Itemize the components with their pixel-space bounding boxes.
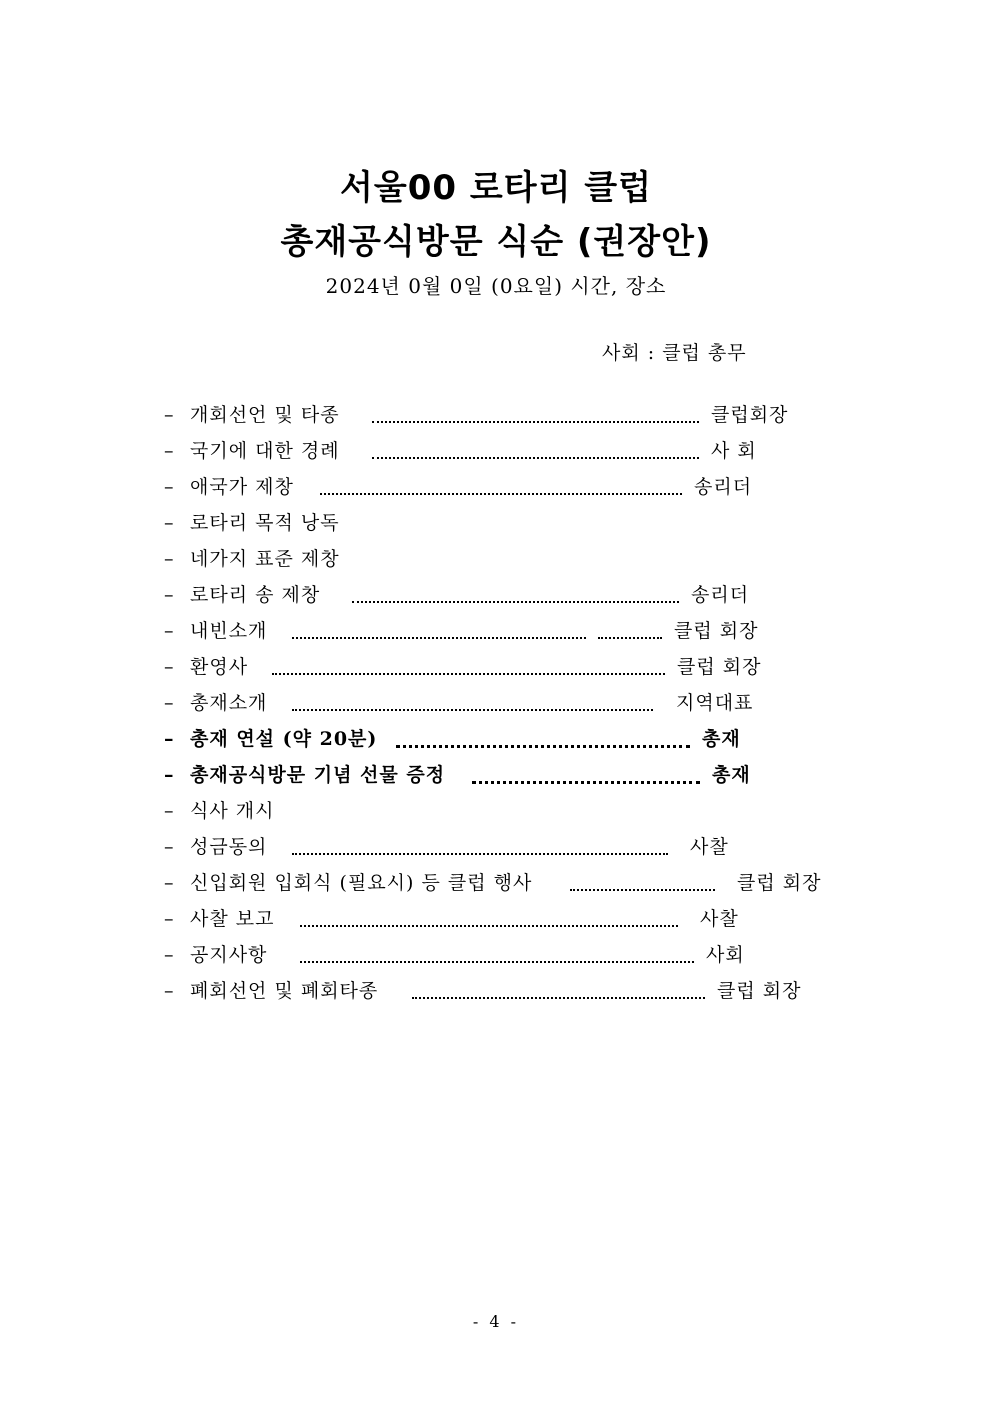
agenda-role: 지역대표 [676,692,754,714]
agenda-item-donation-motion [160,829,840,865]
agenda-role: 사찰 [700,908,739,930]
agenda-label: 네가지 표준 제창 [190,548,340,570]
agenda-item-welcome-speech [160,649,840,685]
agenda-item-induction-ceremony [160,865,840,901]
dot-leader [570,889,715,891]
agenda-label: 신입회원 입회식 (필요시) 등 클럽 행사 [190,872,533,894]
agenda-label: 총재공식방문 기념 선물 증정 [190,764,446,786]
dot-leader [372,421,699,423]
document-title: 서울00 로타리 클럽 [340,168,652,208]
agenda-dash: – [164,692,175,714]
agenda-dash: – [164,584,175,606]
agenda-item-announcements [160,937,840,973]
agenda-role: 클럽회장 [711,404,789,426]
agenda-role: 클럽 회장 [674,620,759,642]
agenda-label: 내빈소개 [190,620,268,642]
agenda-label: 총재소개 [190,692,268,714]
agenda-item-closing [160,973,840,1009]
agenda-role: 사 회 [711,440,757,462]
agenda-dash: – [164,476,175,498]
dot-leader [292,853,668,855]
agenda-item-meal-start [160,793,840,829]
dot-leader [320,493,682,495]
agenda-role: 사회 [706,944,745,966]
agenda-role: 클럽 회장 [677,656,762,678]
dot-leader [372,457,699,459]
agenda-dash: – [164,512,175,534]
agenda-dash: – [164,440,175,462]
agenda-dash: – [164,836,175,858]
agenda-label: 폐회선언 및 폐회타종 [190,980,379,1002]
agenda-item-national-anthem [160,469,840,505]
agenda-item-opening [160,397,840,433]
agenda-role: 클럽 회장 [717,980,802,1002]
agenda-dash: – [164,800,175,822]
agenda-dash: – [164,548,175,570]
page-number: - 4 - [472,1312,520,1331]
agenda-role: 총재 [702,728,741,750]
dot-leader [598,637,662,639]
agenda-label: 사찰 보고 [190,908,275,930]
agenda-label: 공지사항 [190,944,268,966]
dot-leader [272,673,665,675]
date-location-line: 2024년 0월 0일 (0요일) 시간, 장소 [325,274,667,298]
agenda-role: 총재 [712,764,751,786]
agenda-item-rotary-objective [160,505,840,541]
agenda-item-sergeant-report [160,901,840,937]
agenda-label: 개회선언 및 타종 [190,404,340,426]
dot-leader [300,925,678,927]
agenda-item-flag-salute [160,433,840,469]
agenda-label: 성금동의 [190,836,268,858]
agenda-dash: – [164,944,175,966]
agenda-role: 사찰 [690,836,729,858]
agenda-item-governor-speech [160,721,840,757]
dot-leader [396,745,690,748]
master-of-ceremonies: 사회 : 클럽 총무 [602,342,747,364]
agenda-label: 환영사 [190,656,249,678]
dot-leader [352,601,679,603]
agenda-item-rotary-song [160,577,840,613]
agenda-dash: – [164,404,175,426]
agenda-item-governor-introduction [160,685,840,721]
agenda-dash: – [164,908,175,930]
document-subtitle: 총재공식방문 식순 (권장안) [280,222,712,262]
agenda-label: 애국가 제창 [190,476,294,498]
agenda-item-four-way-test [160,541,840,577]
agenda-list [160,397,840,1009]
agenda-dash: – [164,764,175,786]
agenda-dash: – [164,980,175,1002]
agenda-label: 국기에 대한 경례 [190,440,340,462]
agenda-role: 클럽 회장 [737,872,822,894]
agenda-dash: – [164,656,175,678]
agenda-role: 송리더 [691,584,750,606]
agenda-label: 식사 개시 [190,800,275,822]
agenda-label: 로타리 송 제창 [190,584,321,606]
agenda-label: 로타리 목적 낭독 [190,512,340,534]
agenda-label: 총재 연설 (약 20분) [190,728,378,750]
dot-leader [472,781,700,784]
dot-leader [412,997,705,999]
agenda-dash: – [164,872,175,894]
agenda-dash: – [164,728,175,750]
agenda-item-gift-presentation [160,757,840,793]
agenda-role: 송리더 [694,476,753,498]
dot-leader [292,709,653,711]
dot-leader [292,637,586,639]
dot-leader [300,961,694,963]
agenda-item-guest-introduction [160,613,840,649]
agenda-dash: – [164,620,175,642]
